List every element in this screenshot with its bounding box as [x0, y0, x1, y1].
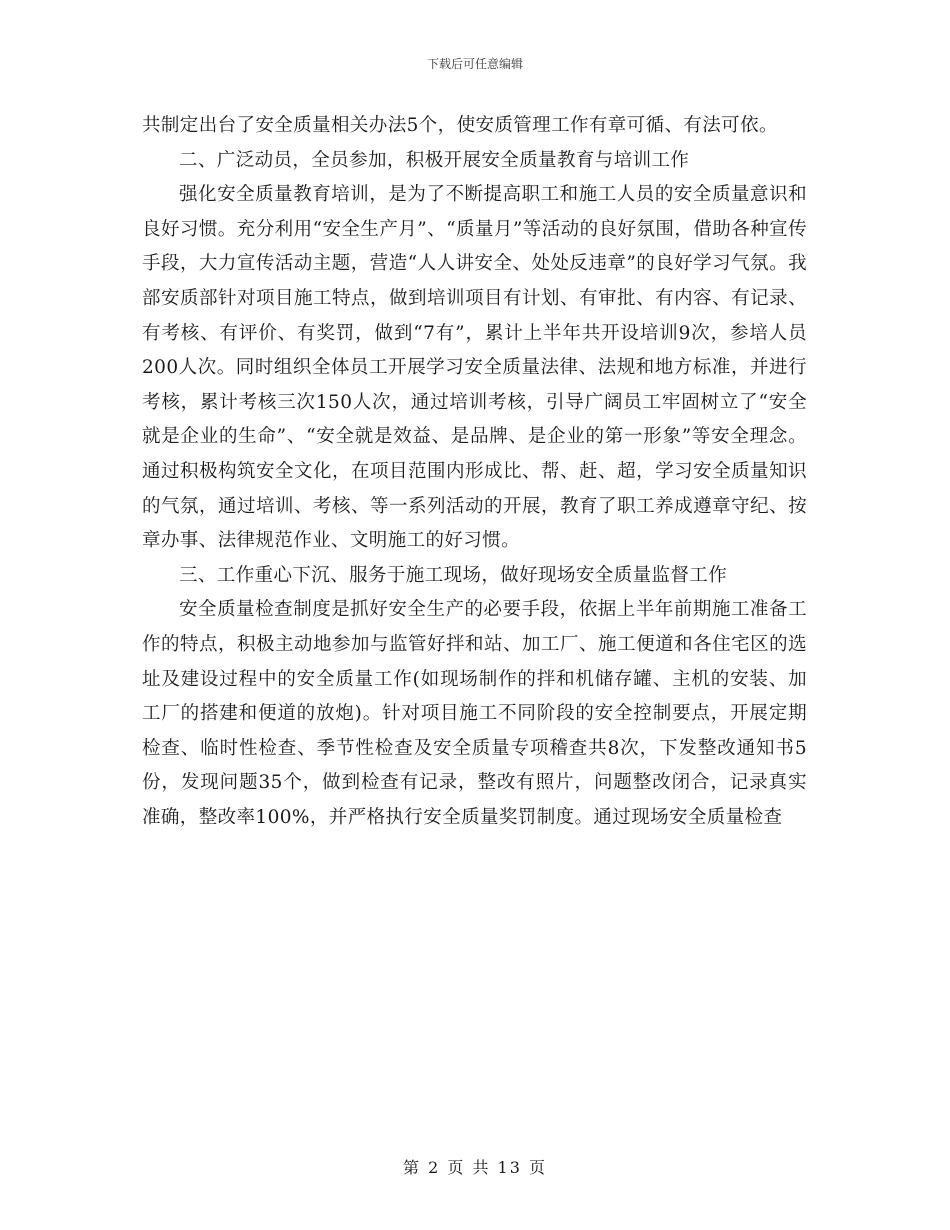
paragraph-training: 强化安全质量教育培训，是为了不断提高职工和施工人员的安全质量意识和良好习惯。充分利用“安全生产月”、“质量月”等活动的良好氛围，借助各种宣传手段，大力宣传活动主题，营造“人人讲安全、处处反违章”的良好学习气氛。我部安质部针对项目施工特点，做到培训项目有计划、有审批、有内容、有记录、有考核、有评价、有奖罚，做到“7有”，累计上半年共开设培训9次，参培人员200人次。同时组织全体员工开展学习安全质量法律、法规和地方标准，并进行考核，累计考核三次150人次，通过培训考核，引导广阔员工牢固树立了“安全就是企业的生命”、“安全就是效益、是品牌、是企业的第一形象”等安全理念。通过积极构筑安全文化，在项目范围内形成比、帮、赶、超，学习安全质量知识的气氛，通过培训、考核、等一系列活动的开展，教育了职工养成遵章守纪、按章办事、法律规范作业、文明施工的好习惯。 [142, 184, 807, 552]
document-body [142, 109, 807, 835]
paragraph-inspection: 安全质量检查制度是抓好安全生产的必要手段，依据上半年前期施工准备工作的特点，积极主动地参加与监管好拌和站、加工厂、施工便道和各住宅区的选址及建设过程中的安全质量工作(如现场制作的拌和机储存罐、主机的安装、加工厂的搭建和便道的放炮)。针对项目施工不同阶段的安全控制要点，开展定期检查、临时性检查、季节性检查及安全质量专项稽查共8次，下发整改通知书5份，发现问题35个，做到检查有记录，整改有照片，问题整改闭合，记录真实准确，整改率100%，并严格执行安全质量奖罚制度。通过现场安全质量检查 [142, 599, 807, 828]
section-heading-3: 三、工作重心下沉、服务于施工现场，做好现场安全质量监督工作 [179, 564, 728, 586]
section-heading-2: 二、广泛动员，全员参加，积极开展安全质量教育与培训工作 [179, 149, 690, 171]
page-header: 下载后可任意编辑 [426, 57, 523, 71]
paragraph-continuation: 共制定出台了安全质量相关办法5个，使安质管理工作有章可循、有法可依。 [142, 115, 778, 136]
page-number: 第 2 页 共 13 页 [403, 1158, 547, 1177]
